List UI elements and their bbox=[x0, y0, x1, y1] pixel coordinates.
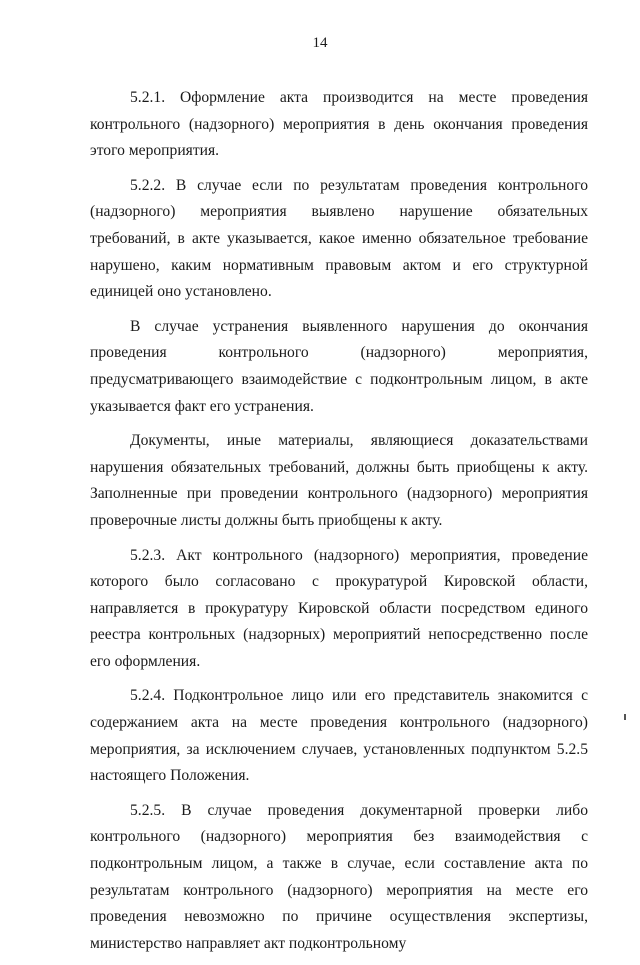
document-body bbox=[90, 85, 588, 965]
paragraph-5-2-1: 5.2.1. Оформление акта производится на месте проведения контрольного (надзорного) мероприятия в день окончания проведения этого мероприятия. bbox=[90, 89, 588, 160]
paragraph-5-2-4: 5.2.4. Подконтрольное лицо или его представитель знакомится с содержанием акта на месте проведения контрольного (надзорного) мероприятия, за исключением случаев, установленных подпунктом 5.2.5 настоящего Положения. bbox=[90, 687, 588, 785]
paragraph-documents-evidence: Документы, иные материалы, являющиеся доказательствами нарушения обязательных требований, должны быть приобщены к акту. Заполненные при проведении контрольного (надзорного) мероприятия проверочные листы должны быть приобщены к акту. bbox=[90, 432, 588, 529]
page-number: 14 bbox=[312, 35, 328, 51]
paragraph-5-2-2: 5.2.2. В случае если по результатам проведения контрольного (надзорного) мероприятия выявлено нарушение обязательных требований, в акте указывается, какое именно обязательное требование нарушено, каким нормативным правовым актом и его структурной единицей оно установлено. bbox=[90, 176, 588, 301]
paragraph-5-2-5: 5.2.5. В случае проведения документарной проверки либо контрольного (надзорного) мероприятия без взаимодействия с подконтрольным лицом, а также в случае, если составление акта по результатам контрольного (надзорного) мероприятия на месте его проведения невозможно по причине осуществления экспертизы, министерство направляет акт подконтрольному bbox=[90, 801, 588, 952]
scan-mark bbox=[624, 714, 626, 720]
paragraph-violation-elimination: В случае устранения выявленного нарушения до окончания проведения контрольного (надзорного) мероприятия, предусматривающего взаимодействие с подконтрольным лицом, в акте указывается факт его устранения. bbox=[90, 317, 588, 415]
paragraph-5-2-3: 5.2.3. Акт контрольного (надзорного) мероприятия, проведение которого было согласовано с прокуратурой Кировской области, направляется в прокуратуру Кировской области посредством единого реестра контрольных (надзорных) мероприятий непосредственно после его оформления. bbox=[90, 546, 588, 670]
